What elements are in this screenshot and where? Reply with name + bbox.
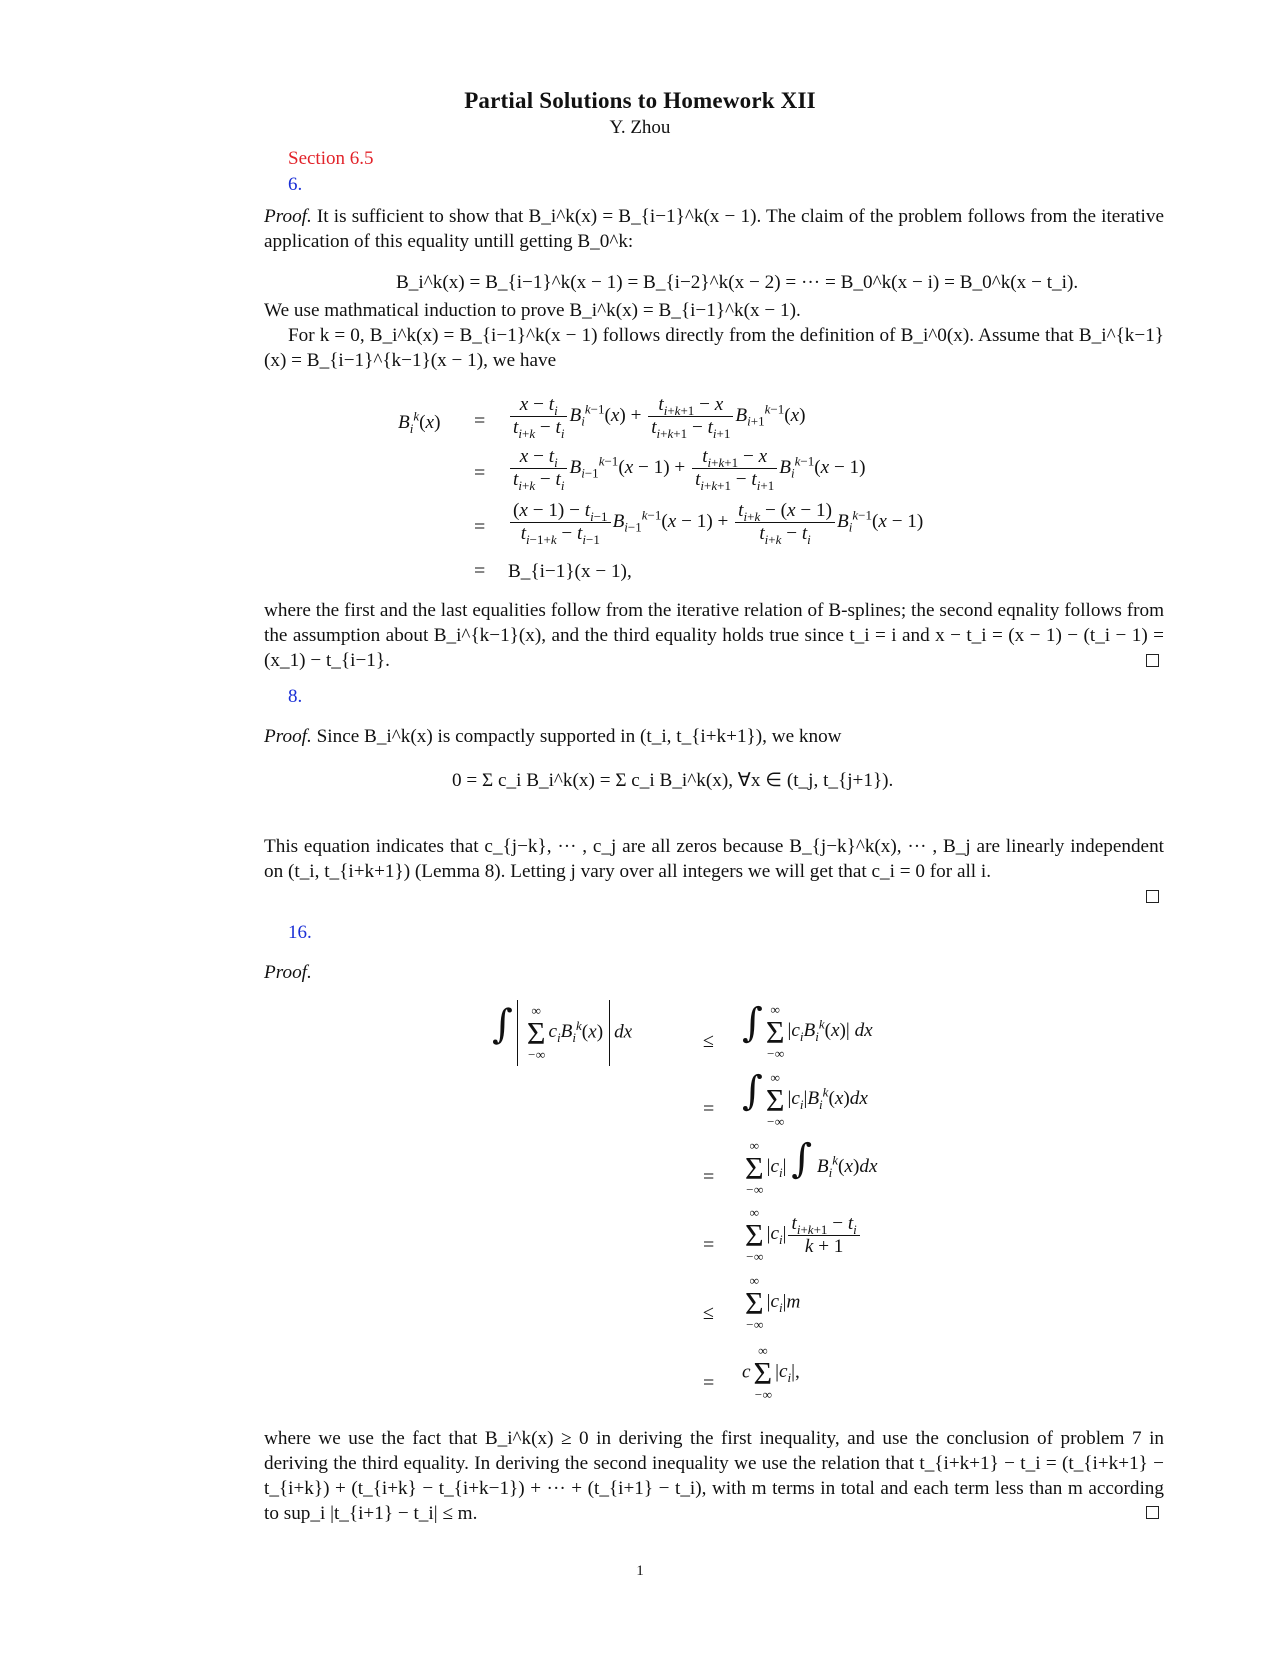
equals-sign: = (474, 410, 486, 432)
equals-sign: = (703, 1372, 715, 1394)
derivation-lhs: $B_i^k(x)$ (398, 408, 441, 436)
derivation-step-1: $\frac{x - t_i}{t_{i+k} - t_i}$ $B_i^{k-1}(x)$ + $\frac{t_{i+k+1} - x}{t_{i+k+1} - t_{i+1}}$ $B_{i+1}^{k-1}(x)$ (508, 394, 806, 439)
problem-6-intro (264, 204, 1164, 254)
equals-sign: = (474, 560, 486, 582)
problem-number-16: 16. (288, 922, 312, 943)
derivation-step-4: ∞ Σ −∞ $|c_i|$ $\frac{t_{i+k+1} - t_i}{k + 1}$ (742, 1206, 862, 1264)
equals-sign: = (703, 1166, 715, 1188)
qed-box (1146, 1506, 1159, 1519)
qed-box (1146, 654, 1159, 667)
less-equal-sign: ≤ (703, 1302, 714, 1324)
equals-sign: = (474, 462, 486, 484)
derivation-step-1: ∫ ∞ Σ −∞ $|c_iB_i^k(x)|$ dx (742, 1000, 873, 1061)
problem-8-display-equation: 0 = Σ c_i B_i^k(x) = Σ c_i B_i^k(x), ∀x ∈ (t_j, t_{j+1}). (452, 770, 894, 791)
problem-16-proof-label (264, 960, 1164, 985)
page-number: 1 (636, 1563, 644, 1579)
problem-8-intro (264, 724, 1164, 749)
derivation-step-5: ∞ Σ −∞ $|c_i|m$ (745, 1273, 801, 1332)
derivation-step-3: ∞ Σ −∞ $|c_i|$ ∫ $B_i^k(x)dx$ (745, 1136, 878, 1197)
problem-6-induction-line: We use mathmatical induction to prove B_i^k(x) = B_{i−1}^k(x − 1). (264, 300, 801, 321)
problem-6-intro-text: It is sufficient to show that B_i^k(x) = B_{i−1}^k(x − 1). The claim of the problem follows from the iterative application of this equality untill getting B_0^k: (264, 206, 1164, 252)
problem-8-intro-text: Since B_i^k(x) is compactly supported in (t_i, t_{i+k+1}), we know (316, 726, 842, 747)
problem-16-conclusion: where we use the fact that B_i^k(x) ≥ 0 in deriving the first inequality, and use the conclusion of problem 7 in deriving the third equality. In deriving the second inequality we use the relation that t_{i+k+1} − t_i = (t_{i+k+1} − t_{i+k}) + (t_{i+k} − t_{i+k−1}) + ··· + (t_{i+1} − t_i), with m terms in total and each term less than m according to sup_i |t_{i+1} − t_i| ≤ m. (264, 1428, 1164, 1524)
problem-8-conclusion: This equation indicates that c_{j−k}, ··· , c_j are all zeros because B_{j−k}^k(x), ··· , B_j are linearly independent on (t_i, t_{i+k+1}) (Lemma 8). Letting j vary over all integers we will get that c_i = 0 for all i. (264, 836, 1164, 882)
qed-box (1146, 890, 1159, 903)
derivation-step-2: $\frac{x - t_i}{t_{i+k} - t_i}$ $B_{i-1}^{k-1}(x - 1)$ + $\frac{t_{i+k+1} - x}{t_{i+k+1} - t_{i+1}}$ $B_i^{k-1}(x - 1)$ (508, 446, 866, 491)
derivation-lhs: ∫ ∞ Σ −∞ $c_iB_i^k(x)$ dx (492, 1000, 632, 1066)
proof-label: Proof. (264, 726, 312, 747)
problem-6-base-case: For k = 0, B_i^k(x) = B_{i−1}^k(x − 1) follows directly from the definition of B_i^0(x). Assume that B_i^{k−1}(x) = B_{i−1}^{k−1}(x − 1), we have (264, 325, 1164, 371)
page-title: Partial Solutions to Homework XII (464, 88, 816, 113)
derivation-step-2: ∫ ∞ Σ −∞ $|c_i|B_i^k(x)dx$ (742, 1068, 868, 1129)
derivation-step-6: c ∞ Σ −∞ $|c_i|$, (742, 1343, 800, 1402)
proof-label: Proof. (264, 206, 312, 227)
problem-number-6: 6. (288, 174, 303, 195)
problem-6-display-equation: B_i^k(x) = B_{i−1}^k(x − 1) = B_{i−2}^k(x − 2) = ··· = B_0^k(x − i) = B_0^k(x − t_i). (396, 272, 1079, 293)
derivation-step-3: $\frac{(x - 1) - t_{i-1}}{t_{i-1+k} - t_{i-1}}$ $B_{i-1}^{k-1}(x - 1)$ + $\frac{t_{i+k} - (x - 1)}{t_{i+k} - t_i}$ $B_i^{k-1}(x - 1)$ (508, 500, 923, 545)
proof-label: Proof. (264, 962, 312, 983)
derivation-last-line: B_{i−1}(x − 1), (508, 561, 632, 582)
equals-sign: = (703, 1234, 715, 1256)
equals-sign: = (703, 1098, 715, 1120)
equals-sign: = (474, 516, 486, 538)
less-equal-sign: ≤ (703, 1030, 714, 1052)
section-label: Section 6.5 (288, 148, 374, 169)
problem-6-explanation: where the first and the last equalities follow from the iterative relation of B-splines; the second eqnality follows from the assumption about B_i^{k−1}(x), and the third equality holds true since t_i = i and x − t_i = (x − 1) − (t_i − 1) = (x_1) − t_{i−1}. (264, 600, 1164, 671)
author-name: Y. Zhou (609, 117, 671, 138)
problem-number-8: 8. (288, 686, 303, 707)
